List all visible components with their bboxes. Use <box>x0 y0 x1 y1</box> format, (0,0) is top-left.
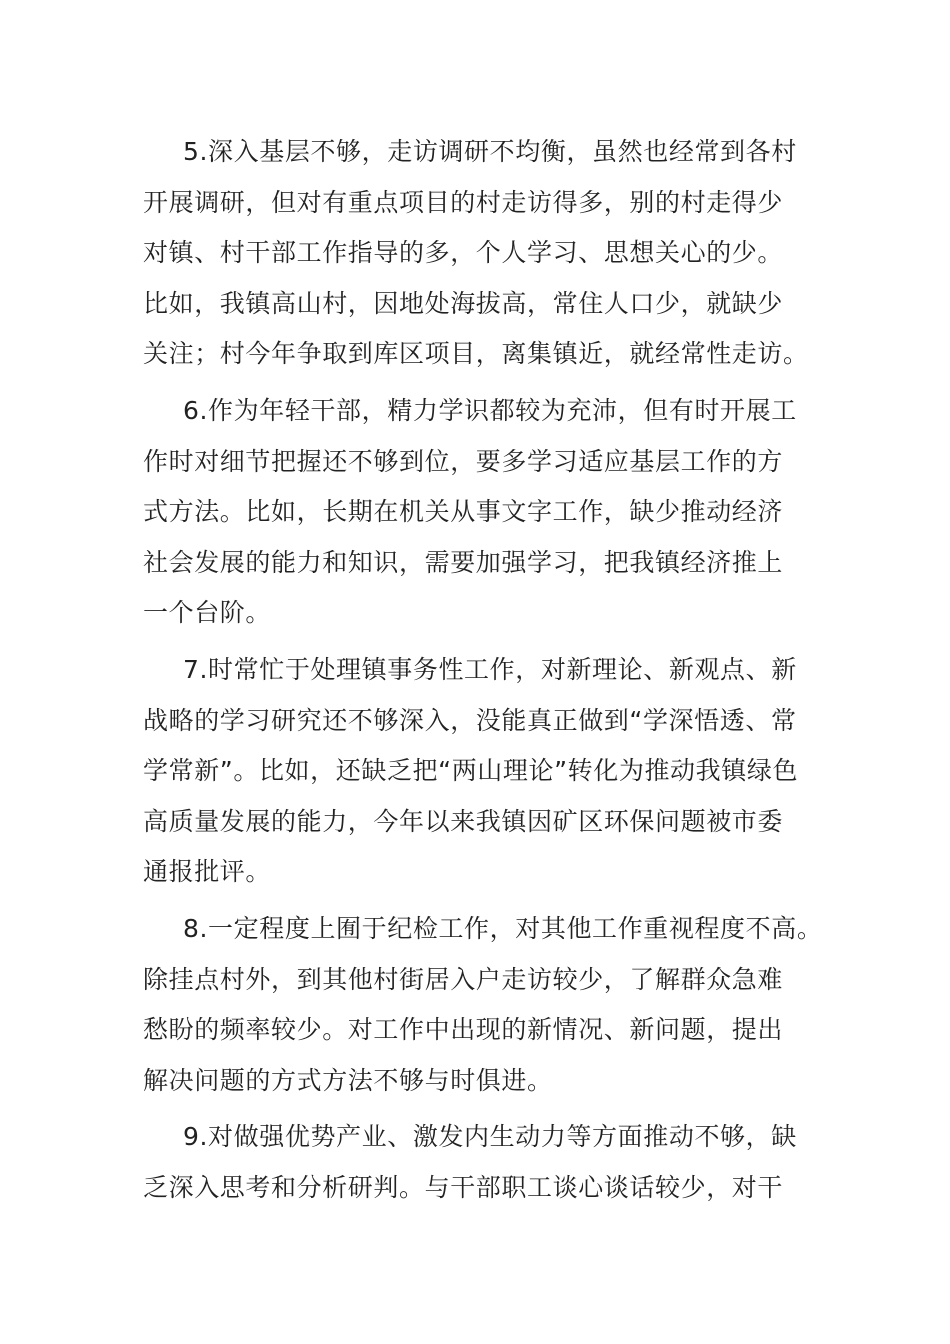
text-line: 乏深入思考和分析研判。与干部职工谈心谈话较少，对干 <box>143 1172 784 1202</box>
text-line: 学常新”。比如，还缺乏把“两山理论”转化为推动我镇绿色 <box>143 756 799 786</box>
text-line: 一个台阶。 <box>143 598 272 628</box>
text-line: 社会发展的能力和知识，需要加强学习，把我镇经济推上 <box>143 547 784 577</box>
text-line: 式方法。比如，长期在机关从事文字工作，缺少推动经济 <box>143 497 784 527</box>
text-line: 比如，我镇高山村，因地处海拔高，常住人口少，就缺少 <box>143 288 784 318</box>
text-line: 7.时常忙于处理镇事务性工作，对新理论、新观点、新 <box>183 654 797 684</box>
text-line: 战略的学习研究还不够深入，没能真正做到“学深悟透、常 <box>143 705 797 735</box>
text-line: 开展调研，但对有重点项目的村走访得多，别的村走得少 <box>143 187 784 217</box>
text-line: 解决问题的方式方法不够与时俱进。 <box>143 1065 553 1095</box>
text-line: 高质量发展的能力，今年以来我镇因矿区环保问题被市委 <box>143 806 784 836</box>
paragraph-item-6 <box>143 386 823 639</box>
paragraph-item-8 <box>143 904 823 1106</box>
text-line: 对镇、村干部工作指导的多，个人学习、思想关心的少。 <box>143 238 784 268</box>
text-line: 作时对细节把握还不够到位，要多学习适应基层工作的方 <box>143 446 784 476</box>
paragraph-item-7 <box>143 645 823 898</box>
paragraph-item-9 <box>143 1112 823 1213</box>
text-line: 除挂点村外，到其他村街居入户走访较少，了解群众急难 <box>143 964 784 994</box>
text-line: 通报批评。 <box>143 857 272 887</box>
text-line: 8.一定程度上囿于纪检工作，对其他工作重视程度不高。 <box>183 913 823 943</box>
text-line: 关注；村今年争取到库区项目，离集镇近，就经常性走访。 <box>143 339 809 369</box>
paragraph-item-5 <box>143 127 823 380</box>
text-line: 6.作为年轻干部，精力学识都较为充沛，但有时开展工 <box>183 395 797 425</box>
text-line: 愁盼的频率较少。对工作中出现的新情况、新问题，提出 <box>143 1015 784 1045</box>
text-line: 5.深入基层不够，走访调研不均衡，虽然也经常到各村 <box>183 137 797 166</box>
text-line: 9.对做强优势产业、激发内生动力等方面推动不够，缺 <box>183 1122 797 1152</box>
document-body <box>143 127 823 1219</box>
